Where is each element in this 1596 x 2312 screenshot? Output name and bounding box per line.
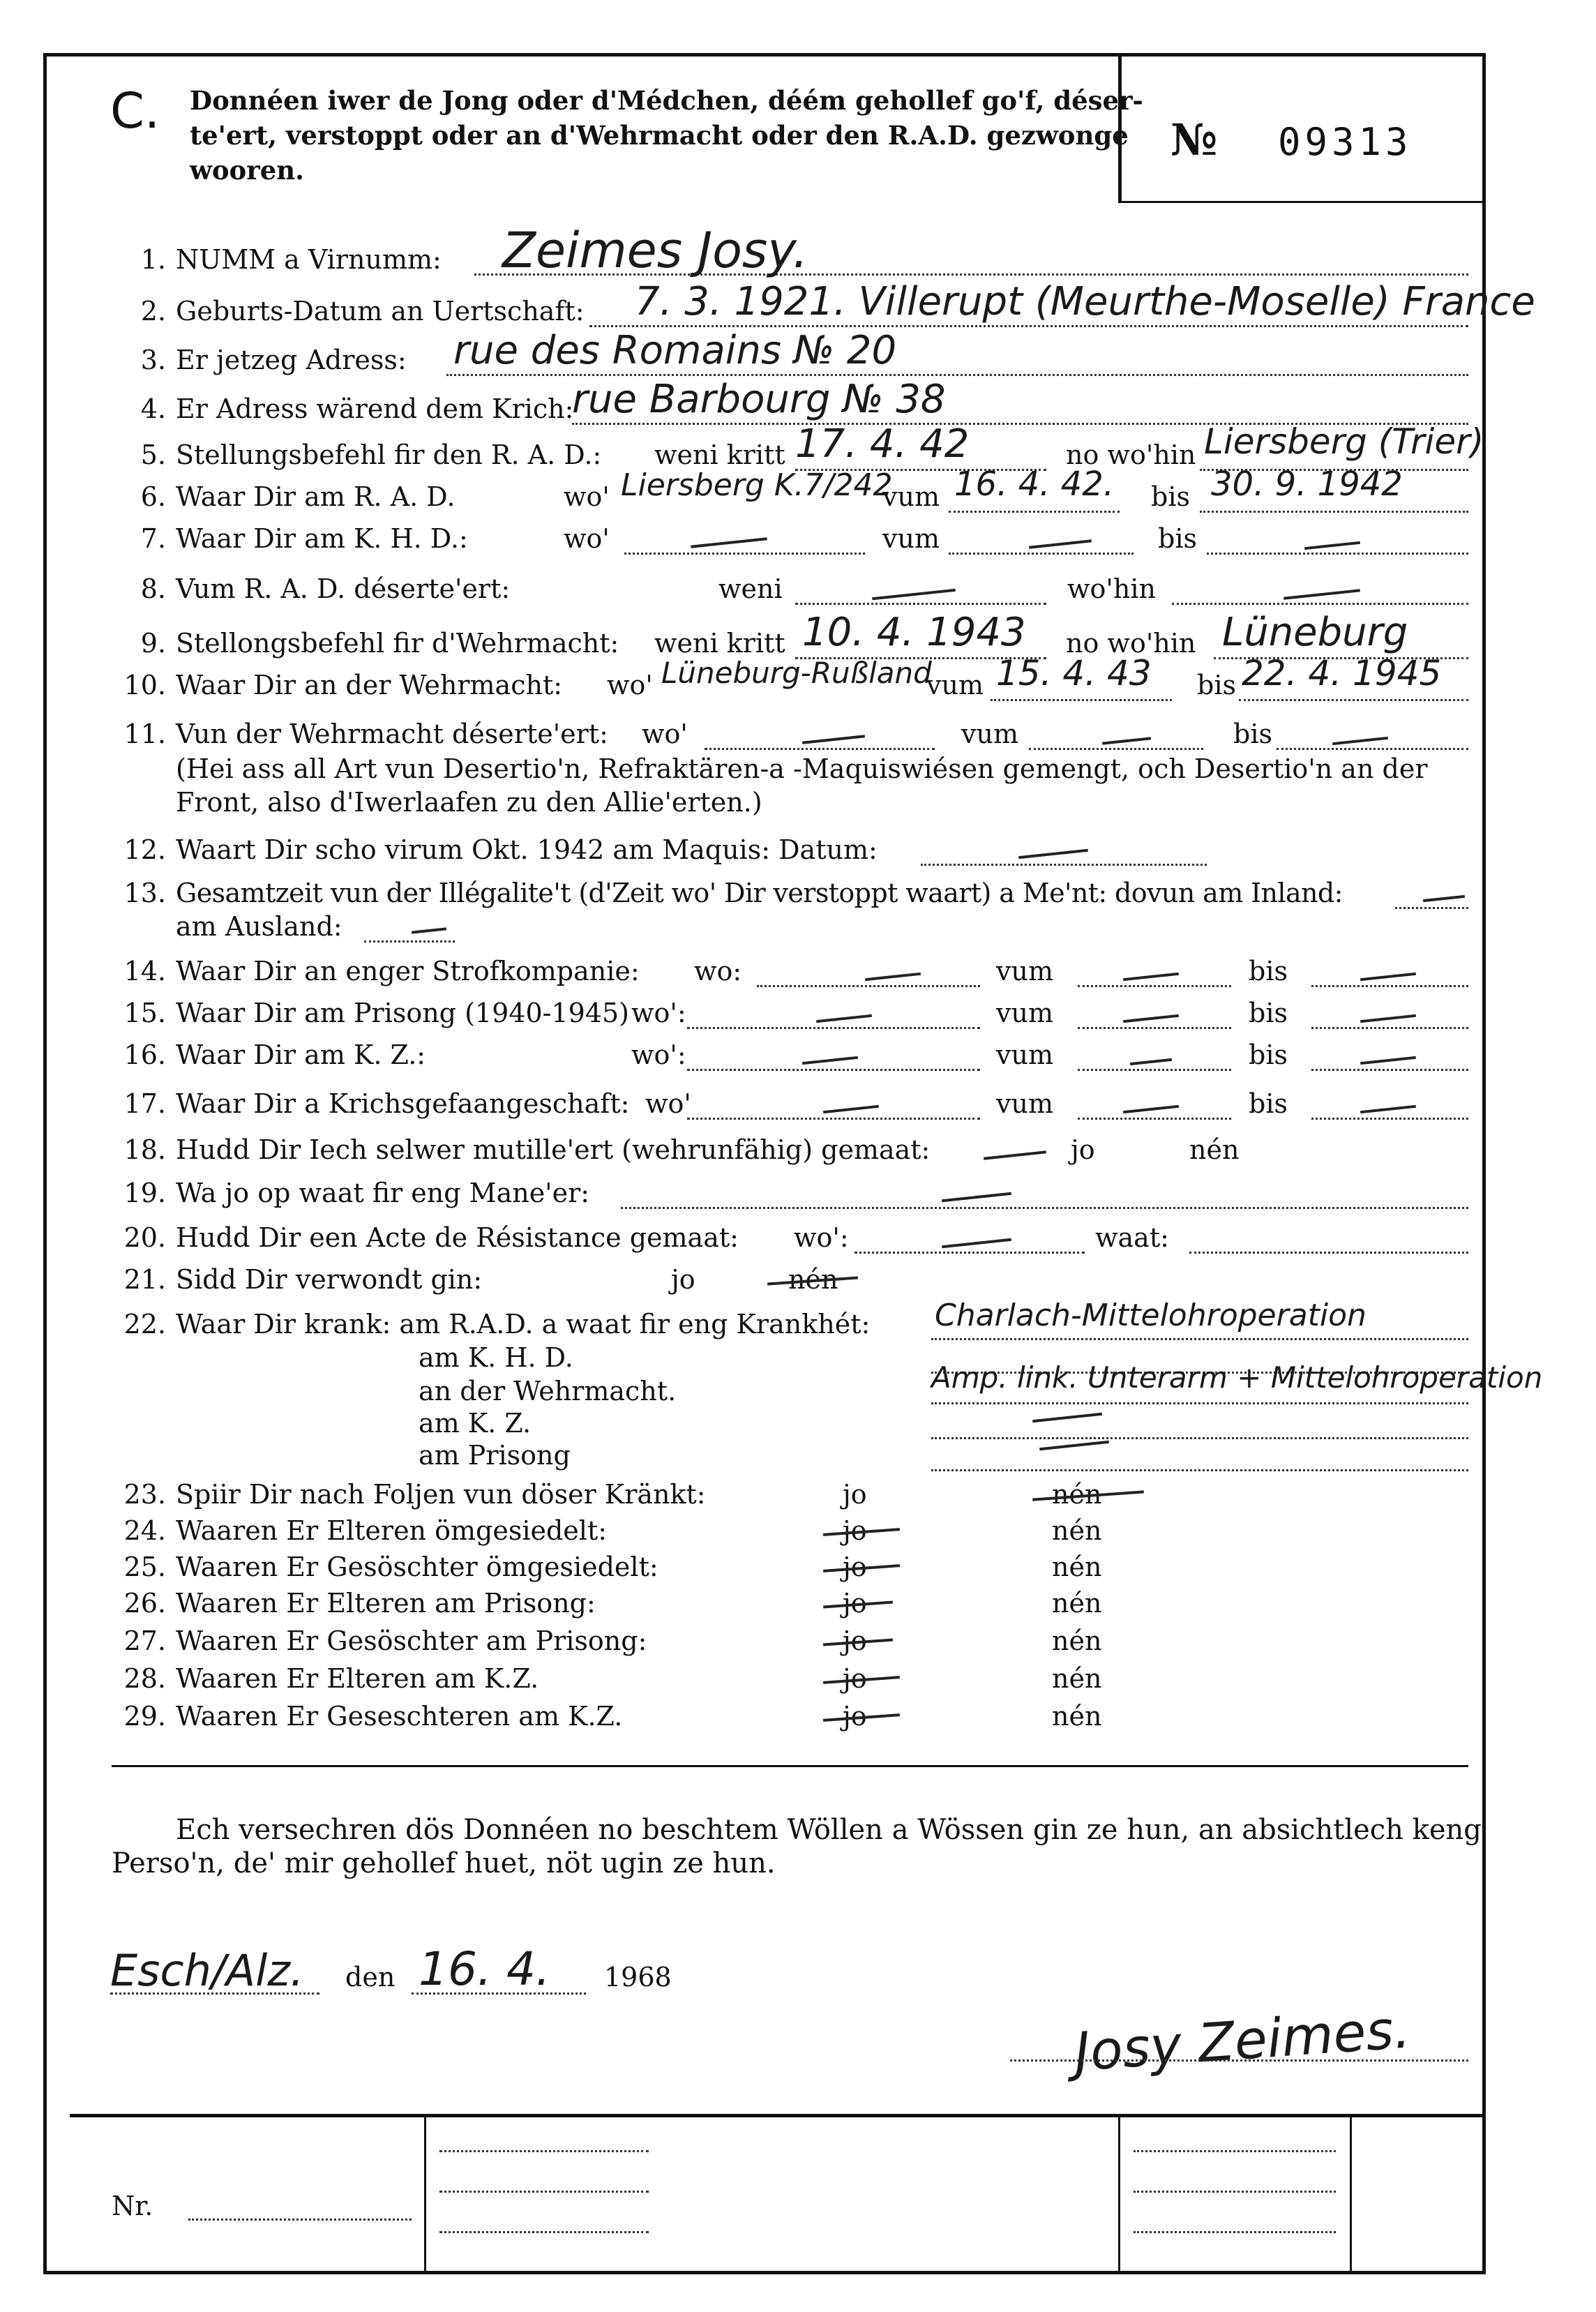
option-nen[interactable]: nén: [1052, 1701, 1102, 1732]
label-vum: vum: [996, 1088, 1053, 1119]
desertion-note-line-1: (Hei ass all Art vun Desertio'n, Refraktären-a -Maquiswiésen gemengt, och Desertio'n an der: [176, 753, 1428, 784]
wehrmacht-to-value: 22. 4. 1945: [1242, 653, 1442, 693]
prison-to-line[interactable]: [1311, 1027, 1468, 1029]
row-label: Geburts-Datum an Uertschaft:: [176, 296, 585, 326]
birth-field-line[interactable]: [589, 325, 1468, 327]
option-jo[interactable]: jo: [843, 1626, 867, 1656]
illness-kz-line[interactable]: [931, 1437, 1468, 1439]
place-value: Esch/Alz.: [110, 1945, 304, 1996]
name-value: Zeimes Josy.: [502, 222, 808, 279]
illness-prison-line[interactable]: [931, 1469, 1468, 1471]
kz-to-line[interactable]: [1311, 1069, 1468, 1071]
row-label: Waaren Er Elteren am K.Z.: [176, 1663, 539, 1694]
desertion-place-line[interactable]: [705, 748, 935, 750]
row-11: [112, 719, 608, 749]
row-2: [112, 296, 585, 326]
row-number: 22.: [123, 1309, 166, 1339]
year-value: 1968: [604, 1962, 672, 1992]
abroad-time-line[interactable]: [364, 940, 455, 943]
label-vum: vum: [996, 998, 1053, 1028]
rad-desertion-destination-dash: [1283, 589, 1360, 599]
label-vum: vum: [961, 719, 1018, 749]
row-19: [112, 1178, 589, 1208]
row-18: [112, 1134, 930, 1165]
row-6: [112, 481, 456, 512]
row-label: Waar Dir a Krichsgefaangeschaft:: [176, 1088, 630, 1119]
row-label: Waaren Er Geseschteren am K.Z.: [176, 1701, 623, 1732]
punishment-place-dash: [865, 973, 921, 981]
declaration-line-2: Perso'n, de' mir gehollef huet, nöt ugin ze hun.: [112, 1847, 776, 1879]
rad-to-line[interactable]: [1200, 511, 1468, 513]
row-label: Waaren Er Gesöschter am Prisong:: [176, 1626, 647, 1656]
row-label: Waaren Er Gesöschter ömgesiedelt:: [176, 1552, 658, 1582]
row-9: [112, 628, 619, 659]
pow-place-line[interactable]: [687, 1118, 980, 1120]
date-line[interactable]: [412, 1992, 586, 1995]
label-bis: bis: [1151, 481, 1190, 512]
prison-place-line[interactable]: [687, 1027, 980, 1029]
rad-place-value: Liersberg K.7/242: [621, 467, 893, 503]
label-wo: wo': [564, 523, 610, 554]
khd-from-dash: [1029, 539, 1092, 548]
row-number: 8.: [140, 573, 166, 604]
rad-destination-value: Liersberg (Trier): [1204, 421, 1484, 462]
row-label: Vum R. A. D. déserte'ert:: [176, 573, 511, 604]
desertion-from-line[interactable]: [1029, 748, 1203, 750]
khd-to-line[interactable]: [1207, 553, 1468, 555]
row-label: Waaren Er Elteren am Prisong:: [176, 1588, 596, 1619]
label-weni-kritt: weni kritt: [654, 628, 785, 659]
maquis-date-line[interactable]: [921, 864, 1207, 866]
label-wo: wo': [607, 670, 653, 700]
rad-from-line[interactable]: [949, 511, 1120, 513]
label-bis: bis: [1249, 956, 1288, 986]
label-vum: vum: [882, 481, 940, 512]
birth-value: 7. 3. 1921. Villerupt (Meurthe-Moselle) France: [635, 279, 1535, 324]
signature-line[interactable]: [1010, 2059, 1468, 2062]
row-label: Er Adress wärend dem Krich:: [176, 393, 574, 424]
footer-field-line[interactable]: [439, 2191, 649, 2193]
label-vum: vum: [882, 523, 940, 554]
row-label: Gesamtzeit vun der Illégalite't (d'Zeit wo' Dir verstoppt waart) a Me'nt: dovun am Inland:: [176, 878, 1343, 908]
row-number: 25.: [123, 1552, 166, 1582]
rad-desertion-date-line[interactable]: [795, 603, 1046, 605]
row-28: [112, 1663, 539, 1694]
illness-wehrmacht-value: Amp. link. Unterarm + Mittelohroperation: [931, 1360, 1543, 1395]
row-label: Waar Dir am K. Z.:: [176, 1039, 426, 1070]
label-bis: bis: [1158, 523, 1197, 554]
label-am-khd: am K. H. D.: [419, 1342, 573, 1373]
row-21: [112, 1264, 482, 1295]
frame-bottom: [43, 2271, 1486, 2274]
khd-place-line[interactable]: [624, 553, 865, 555]
row-23: [112, 1479, 706, 1510]
pow-from-dash: [1123, 1105, 1179, 1113]
label-am-kz: am K. Z.: [419, 1408, 532, 1439]
row-number: 17.: [123, 1088, 166, 1119]
header-title-line-3: wooren.: [190, 155, 305, 186]
label-weni: weni: [718, 573, 783, 604]
frame-left: [43, 53, 47, 2274]
wehrmacht-from-line[interactable]: [991, 699, 1172, 701]
illness-wehrmacht-line[interactable]: [931, 1402, 1468, 1404]
row-number: 6.: [140, 481, 166, 512]
illness-prison-dash: [1039, 1441, 1109, 1450]
row-number: 11.: [123, 719, 166, 749]
row-number: 21.: [123, 1264, 166, 1295]
punishment-from-line[interactable]: [1078, 985, 1231, 987]
row-number: 24.: [123, 1515, 166, 1546]
footer-field-line[interactable]: [439, 2231, 649, 2233]
option-jo[interactable]: jo: [843, 1588, 867, 1619]
pow-to-line[interactable]: [1311, 1118, 1468, 1120]
row-label: Hudd Dir Iech selwer mutille'ert (wehrunfähig) gemaat:: [176, 1134, 931, 1165]
option-nen[interactable]: nén: [1189, 1134, 1240, 1165]
row-number: 15.: [123, 998, 166, 1028]
header-bottom-line: [1118, 201, 1486, 203]
rad-desertion-date-dash: [872, 589, 956, 601]
illness-rad-line[interactable]: [931, 1338, 1468, 1340]
row-26: [112, 1588, 596, 1619]
row-number: 19.: [123, 1178, 166, 1208]
label-vum: vum: [926, 670, 984, 700]
row-12: [112, 834, 878, 865]
footer-col-2: [1118, 2114, 1120, 2271]
kz-to-dash: [1360, 1056, 1416, 1065]
resistance-place-line[interactable]: [855, 1252, 1085, 1254]
pow-place-dash: [823, 1105, 879, 1113]
option-jo[interactable]: jo: [843, 1552, 867, 1582]
frame-right: [1482, 53, 1486, 2274]
row-5: [112, 440, 601, 470]
header-title-line-2: te'ert, verstoppt oder an d'Wehrmacht oder den R.A.D. gezwonge: [190, 120, 1129, 151]
row-1: [112, 244, 442, 275]
label-am-prisong: am Prisong: [419, 1440, 571, 1471]
signature: Josy Zeimes.: [1072, 1997, 1413, 2083]
footer-field-line[interactable]: [1134, 2150, 1336, 2152]
option-nen[interactable]: nén: [1052, 1515, 1102, 1546]
desertion-to-dash: [1332, 737, 1388, 745]
row-10: [112, 670, 562, 700]
resistance-what-line[interactable]: [1189, 1252, 1468, 1254]
kz-from-dash: [1130, 1058, 1172, 1065]
illness-rad-value: Charlach-Mittelohroperation: [935, 1298, 1367, 1333]
desertion-note-line-2: Front, also d'Iwerlaafen zu den Allie'erten.): [176, 787, 762, 818]
number-symbol: №: [1170, 114, 1218, 165]
row-number: 29.: [123, 1701, 166, 1732]
row-number: 7.: [140, 523, 166, 554]
option-nen[interactable]: nén: [1052, 1479, 1102, 1510]
row-number: 4.: [140, 393, 166, 424]
option-nen[interactable]: nén: [788, 1264, 838, 1295]
row-15: [112, 998, 629, 1028]
pow-from-line[interactable]: [1078, 1118, 1231, 1120]
row-number: 20.: [123, 1222, 166, 1253]
option-jo[interactable]: jo: [843, 1663, 867, 1694]
option-jo[interactable]: jo: [843, 1479, 867, 1510]
label-no-wohin: no wo'hin: [1066, 440, 1196, 470]
rad-desertion-destination-line[interactable]: [1172, 603, 1468, 605]
inland-time-line[interactable]: [1395, 907, 1468, 909]
row-label: Er jetzeg Adress:: [176, 345, 407, 375]
inland-time-dash: [1423, 895, 1465, 902]
kz-place-dash: [802, 1056, 858, 1065]
label-wo: wo': [642, 719, 688, 749]
row-label: Stellongsbefehl fir d'Wehrmacht:: [176, 628, 619, 659]
row-number: 27.: [123, 1626, 166, 1656]
wehrmacht-place-value: Lüneburg-Rußland: [661, 656, 932, 690]
row-label: Waart Dir scho virum Okt. 1942 am Maquis: Datum:: [176, 834, 878, 865]
row-label: Hudd Dir een Acte de Résistance gemaat:: [176, 1222, 739, 1253]
row-27: [112, 1626, 647, 1656]
label-no-wohin: no wo'hin: [1066, 628, 1196, 659]
abroad-time-dash: [412, 927, 446, 933]
row-label: Waaren Er Elteren ömgesiedelt:: [176, 1515, 608, 1546]
prison-to-dash: [1360, 1014, 1416, 1023]
row-label: Waar Dir am K. H. D.:: [176, 523, 468, 554]
place-line[interactable]: [110, 1992, 319, 1995]
desertion-from-dash: [1102, 737, 1151, 744]
row-29: [112, 1701, 622, 1732]
row-24: [112, 1515, 607, 1546]
row-label: Waar Dir krank: am R.A.D. a waat fir eng Krankhét:: [176, 1309, 871, 1339]
footer-field-line[interactable]: [1134, 2191, 1336, 2193]
row-number: 16.: [123, 1039, 166, 1070]
kz-from-line[interactable]: [1078, 1069, 1231, 1071]
option-nen[interactable]: nén: [1052, 1588, 1102, 1619]
option-nen[interactable]: nén: [1052, 1626, 1102, 1656]
label-wohin: wo'hin: [1067, 573, 1156, 604]
address-value: rue des Romains № 20: [453, 328, 897, 373]
war-address-value: rue Barbourg № 38: [572, 377, 946, 422]
date-value: 16. 4.: [419, 1942, 550, 1996]
footer-col-3: [1350, 2114, 1352, 2271]
label-den: den: [345, 1962, 396, 1992]
maquis-date-dash: [1018, 849, 1088, 859]
label-wo: wo':: [794, 1222, 849, 1253]
option-nen[interactable]: nén: [1052, 1663, 1102, 1694]
kz-place-line[interactable]: [687, 1069, 980, 1071]
row-number: 23.: [123, 1479, 166, 1510]
row-label: Waar Dir an enger Strofkompanie:: [176, 956, 640, 986]
label-bis: bis: [1249, 998, 1288, 1028]
row-label: Spiir Dir nach Foljen vun döser Kränkt:: [176, 1479, 706, 1510]
khd-place-dash: [691, 537, 767, 548]
option-nen[interactable]: nén: [1052, 1552, 1102, 1582]
rad-to-value: 30. 9. 1942: [1211, 465, 1403, 504]
row-3: [112, 345, 407, 375]
label-vum: vum: [996, 1039, 1053, 1070]
row-label: Waar Dir am Prisong (1940-1945): [176, 998, 629, 1028]
row-13: [112, 878, 1343, 908]
mutilation-manner-line[interactable]: [621, 1207, 1468, 1209]
row-label: Vun der Wehrmacht déserte'ert:: [176, 719, 608, 749]
label-wo: wo':: [631, 1039, 686, 1070]
row-17: [112, 1088, 629, 1119]
option-jo[interactable]: jo: [843, 1701, 867, 1732]
khd-from-line[interactable]: [949, 553, 1134, 555]
row-label: Sidd Dir verwondt gin:: [176, 1264, 483, 1295]
wehrmacht-from-value: 15. 4. 43: [996, 653, 1152, 693]
header-title-line-1: Donnéen iwer de Jong oder d'Médchen, déém gehollef go'f, déser-: [190, 85, 1143, 116]
row-number: 10.: [123, 670, 166, 700]
declaration-line-1: Ech versechren dös Donnéen no beschtem Wöllen a Wössen gin ze hun, an absichtlech keng: [176, 1814, 1482, 1846]
row-16: [112, 1039, 426, 1070]
row-number: 5.: [140, 440, 166, 470]
row-7: [112, 523, 468, 554]
row-number: 9.: [140, 628, 166, 659]
row-number: 18.: [123, 1134, 166, 1165]
wehrmacht-order-date-value: 10. 4. 1943: [802, 610, 1026, 655]
label-bis: bis: [1249, 1088, 1288, 1119]
punishment-to-line[interactable]: [1311, 985, 1468, 987]
option-jo[interactable]: jo: [671, 1264, 695, 1295]
address-field-line[interactable]: [446, 374, 1468, 376]
row-label: Stellungsbefehl fir den R. A. D.:: [176, 440, 602, 470]
row-number: 12.: [123, 834, 166, 865]
row-number: 28.: [123, 1663, 166, 1694]
rad-from-value: 16. 4. 42.: [954, 465, 1114, 504]
label-vum: vum: [996, 956, 1053, 986]
illness-wehrmacht-dash: [1032, 1413, 1102, 1423]
row-number: 3.: [140, 345, 166, 375]
mutilation-dash: [984, 1150, 1046, 1159]
label-wo: wo': [645, 1088, 691, 1119]
frame-top: [43, 53, 1486, 57]
label-bis: bis: [1233, 719, 1272, 749]
label-wo: wo':: [631, 998, 686, 1028]
row-number: 26.: [123, 1588, 166, 1619]
row-number: 14.: [123, 956, 166, 986]
desertion-to-line[interactable]: [1277, 748, 1468, 750]
row-8: [112, 573, 510, 604]
label-am-ausland: am Ausland:: [176, 911, 342, 942]
wehrmacht-to-line[interactable]: [1239, 699, 1468, 701]
row-number: 2.: [140, 296, 166, 326]
footer-field-line[interactable]: [439, 2150, 649, 2152]
prison-from-line[interactable]: [1078, 1027, 1231, 1029]
row-20: [112, 1222, 739, 1253]
nr-field-line[interactable]: [188, 2219, 412, 2221]
divider-before-declaration: [112, 1765, 1468, 1767]
wehrmacht-destination-value: Lüneburg: [1222, 610, 1408, 655]
khd-to-dash: [1304, 541, 1360, 550]
mutilation-manner-dash: [942, 1192, 1011, 1202]
resistance-place-dash: [942, 1238, 1011, 1248]
row-25: [112, 1552, 658, 1582]
punishment-to-dash: [1360, 973, 1416, 981]
footer-top-line: [70, 2114, 1486, 2117]
rad-order-date-value: 17. 4. 42: [795, 421, 970, 467]
form-number: 09313: [1278, 120, 1413, 164]
row-label: Waar Dir am R. A. D.: [176, 481, 456, 512]
row-14: [112, 956, 640, 986]
footer-col-1: [424, 2114, 426, 2271]
label-an-der-wehrmacht: an der Wehrmacht.: [419, 1376, 677, 1406]
nr-label: Nr.: [112, 2191, 153, 2221]
prison-from-dash: [1123, 1014, 1179, 1023]
prison-place-dash: [816, 1014, 872, 1023]
label-wo: wo': [564, 481, 610, 512]
row-label: Wa jo op waat fir eng Mane'er:: [176, 1178, 590, 1208]
pow-to-dash: [1360, 1105, 1416, 1113]
row-label: Waar Dir an der Wehrmacht:: [176, 670, 563, 700]
footer-field-line[interactable]: [1134, 2231, 1336, 2233]
option-jo[interactable]: jo: [1071, 1134, 1095, 1165]
row-number: 13.: [123, 878, 166, 908]
label-wo: wo:: [694, 956, 742, 986]
row-number: 1.: [140, 244, 166, 275]
row-label: NUMM a Virnumm:: [176, 244, 442, 275]
label-waat: waat:: [1095, 1222, 1169, 1253]
desertion-place-dash: [802, 735, 865, 744]
label-weni-kritt: weni kritt: [654, 440, 785, 470]
label-bis: bis: [1249, 1039, 1288, 1070]
section-letter: C.: [110, 82, 160, 140]
punishment-place-line[interactable]: [757, 985, 980, 987]
row-22: [112, 1309, 870, 1339]
label-bis: bis: [1197, 670, 1236, 700]
option-jo[interactable]: jo: [843, 1515, 867, 1546]
punishment-from-dash: [1123, 973, 1179, 981]
row-4: [112, 393, 573, 424]
